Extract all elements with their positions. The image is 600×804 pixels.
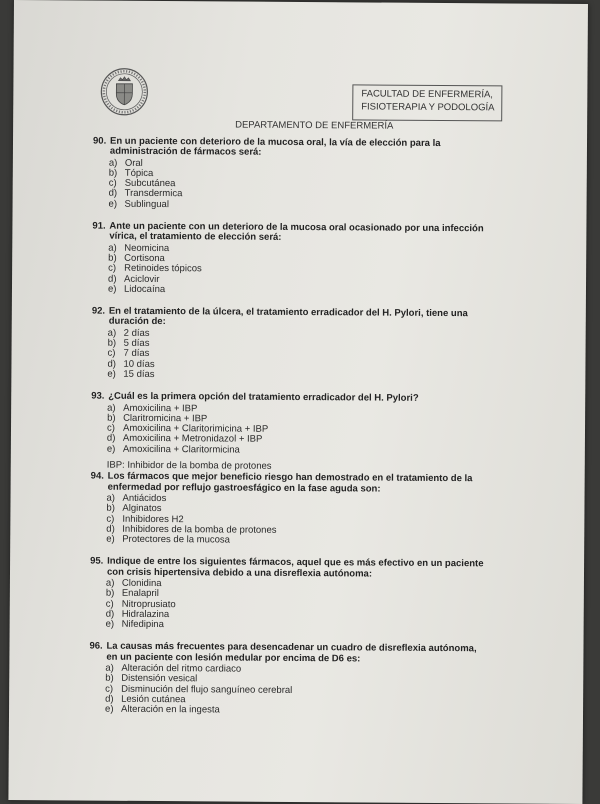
option-text: Inhibidores H2 [122,513,184,525]
answer-option [107,370,491,383]
option-text: Aciclovir [124,273,160,285]
question-list [89,137,493,730]
option-text: Alteración del ritmo cardiaco [121,662,242,675]
option-text: Amoxicilina + Claritorimicina + IBP [122,422,269,435]
question-text: Indique de entre los siguientes fármacos, aquel que es más efectivo en un paciente con crisis hipertensiva debido a una disreflexia autónoma: [106,556,484,580]
option-text: Alginatos [122,502,162,515]
option-text: Distensión vesical [121,673,198,685]
question-heading [90,557,490,580]
option-text: 15 días [123,368,155,380]
question-number: 90. [92,135,107,147]
answer-options [109,158,493,212]
question-number: 91. [92,220,106,232]
option-letter: e) [106,533,115,545]
answer-option [106,535,490,548]
option-text: Clonidina [121,577,162,590]
option-text: Protectores de la mucosa [122,533,231,546]
option-letter: a) [107,327,117,339]
option-letter: b) [106,502,115,514]
answer-options [106,494,490,548]
question-heading [93,137,493,160]
option-text: Hidralazina [121,608,170,620]
option-letter: c) [105,598,114,610]
option-text: Tópica [124,167,154,179]
option-letter: a) [108,157,118,169]
question-92 [91,307,492,383]
option-text: Oral [124,157,143,169]
question-number: 94. [90,470,104,482]
option-letter: c) [105,683,114,695]
question-heading [89,642,489,665]
option-text: Antiácidos [122,492,167,504]
option-letter: b) [108,167,118,179]
option-letter: e) [108,198,118,210]
option-text: Disminución del flujo sanguíneo cerebral [121,683,293,696]
option-letter: d) [105,608,115,620]
answer-option [108,285,492,298]
option-letter: c) [106,422,115,434]
option-letter: d) [108,188,118,200]
question-95 [90,557,491,633]
question-number: 96. [89,641,103,653]
option-letter: a) [105,662,114,674]
option-text: Subcutánea [124,177,176,190]
answer-options [108,243,492,297]
answer-option [107,444,491,457]
option-letter: d) [106,523,115,535]
option-text: 2 días [123,327,150,339]
option-text: Amoxicilina + IBP [123,402,198,414]
answer-options [105,664,489,718]
option-text: Sublingual [124,198,169,210]
question-94 [90,472,491,548]
option-letter: a) [105,577,115,589]
question-number: 92. [91,305,106,317]
option-letter: d) [105,693,114,705]
option-letter: c) [108,262,117,274]
question-text: En el tratamiento de la úlcera, el tratamiento erradicador del H. Pylori, tiene una duración de: [108,305,468,328]
department-title: DEPARTAMENTO DE ENFERMERÍA [235,119,394,132]
option-letter: c) [108,177,117,189]
answer-options [106,579,490,633]
question-text: En un paciente con deterioro de la mucosa oral, la vía de elección para la administración de fármacos será: [109,135,441,159]
answer-option [109,199,493,212]
question-number: 93. [91,390,105,402]
option-text: Claritromicina + IBP [123,412,208,425]
option-text: Cortisona [124,252,165,265]
option-letter: b) [107,412,116,424]
option-text: 10 días [123,358,155,370]
option-letter: e) [105,618,115,630]
option-letter: a) [107,402,116,414]
question-text: Los fármacos que mejor beneficio riesgo han demostrado en el tratamiento de la enfermedad por reflujo gastroesfágico en la fase aguda son: [107,470,473,495]
option-text: Amoxicilina + Claritormicina [122,443,240,456]
option-letter: a) [106,492,116,504]
exam-page [8,0,588,804]
answer-options [107,403,491,457]
abbreviation-note: IBP: Inhibidor de la bomba de protones [106,459,272,472]
option-letter: d) [106,433,116,445]
question-heading [91,472,491,495]
option-letter: d) [107,358,116,370]
option-text: Enalapril [121,588,159,600]
option-letter: e) [105,703,114,715]
university-crest-icon [99,67,149,117]
question-text: Ante un paciente con un deterioro de la mucosa oral ocasionado por una infección vírica, el tratamiento de elección será: [109,220,484,244]
option-text: Lesión cutánea [121,693,186,706]
option-text: Alteración en la ingesta [121,704,220,716]
answer-option [105,705,489,718]
option-letter: c) [106,513,115,525]
option-letter: b) [105,587,115,599]
option-text: Neomicina [124,242,170,254]
option-letter: b) [107,337,117,349]
question-91 [92,222,493,298]
option-letter: b) [105,673,114,685]
option-text: Lidocaína [123,283,166,295]
option-text: Transdermica [124,188,183,200]
option-letter: d) [108,273,117,285]
faculty-line-1: FACULTAD DE ENFERMERÍA, [361,88,493,101]
question-heading [92,222,492,245]
option-text: Amoxicilina + Metronidazol + IBP [122,433,263,446]
option-letter: c) [107,348,116,360]
question-number: 95. [90,555,104,568]
answer-option [106,620,490,633]
option-text: Nitroprusiato [121,598,176,610]
option-letter: e) [106,443,116,455]
question-heading [92,307,492,330]
faculty-box [352,84,502,121]
option-letter: e) [107,368,116,380]
question-90 [93,137,494,213]
question-text: La causas más frecuentes para desencadenar un cuadro de disreflexia autónoma, en un paciente con lesión medular por encima de D6 es: [106,641,477,665]
faculty-line-2: FISIOTERAPIA Y PODOLOGÍA [361,101,495,114]
option-text: Inhibidores de la bomba de protones [122,523,277,536]
option-text: Retinoides tópicos [124,263,202,275]
option-text: 5 días [123,337,150,350]
option-letter: b) [108,252,117,264]
option-text: 7 días [123,348,150,360]
option-letter: a) [108,242,117,254]
question-text: ¿Cuál es la primera opción del tratamiento erradicador del H. Pylori? [108,390,419,405]
question-96 [89,642,490,718]
answer-options [107,328,491,382]
option-letter: e) [107,283,117,295]
option-text: Nifedipina [121,618,164,631]
question-93 [91,392,491,458]
